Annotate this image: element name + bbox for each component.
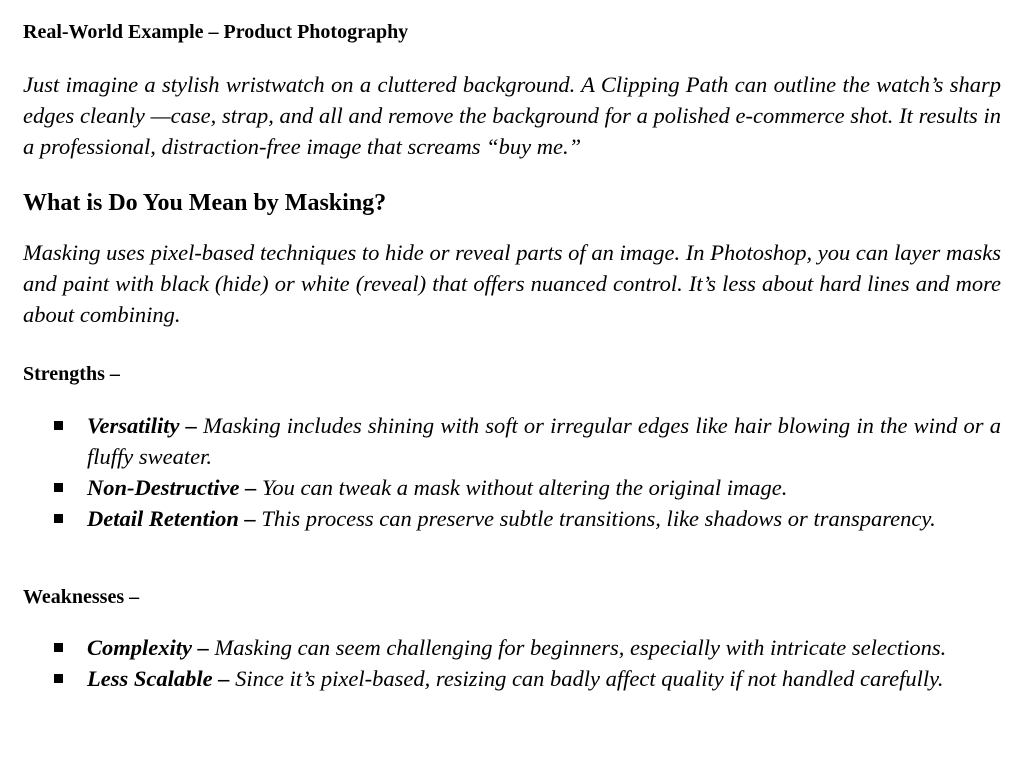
- square-bullet-icon: [54, 514, 63, 523]
- bullet-text: Masking can seem challenging for beginners, especially with intricate selections.: [208, 635, 947, 660]
- bullet-term: Detail Retention –: [87, 506, 256, 531]
- bullet-term: Versatility –: [87, 413, 197, 438]
- weaknesses-heading: Weaknesses –: [23, 586, 140, 608]
- list-item: [54, 503, 1001, 534]
- strengths-heading: Strengths –: [23, 363, 120, 385]
- bullet-term: Less Scalable –: [87, 666, 230, 691]
- square-bullet-icon: [54, 643, 63, 652]
- list-item: [54, 632, 1001, 663]
- list-item: [54, 410, 1001, 472]
- square-bullet-icon: [54, 483, 63, 492]
- strengths-list: [54, 410, 1001, 534]
- section-heading-masking: What is Do You Mean by Masking?: [23, 190, 387, 216]
- bullet-text: You can tweak a mask without altering the original image.: [256, 475, 788, 500]
- bullet-term: Non-Destructive –: [87, 475, 257, 500]
- paragraph-masking: Masking uses pixel-based techniques to hide or reveal parts of an image. In Photoshop, you can layer masks and paint with black (hide) or white (reveal) that offers nuanced control. It’s less about hard lines and more about combining.: [23, 240, 1001, 327]
- weaknesses-list: [54, 632, 1001, 694]
- square-bullet-icon: [54, 674, 63, 683]
- bullet-text: Masking includes shining with soft or irregular edges like hair blowing in the wind or a fluffy sweater.: [87, 413, 1001, 469]
- section-heading-product-photography: Real-World Example – Product Photography: [23, 21, 409, 43]
- bullet-text: Since it’s pixel-based, resizing can badly affect quality if not handled carefully.: [229, 666, 944, 691]
- list-item: [54, 663, 1001, 694]
- list-item: [54, 472, 1001, 503]
- bullet-term: Complexity –: [87, 635, 209, 660]
- paragraph-product-photography: Just imagine a stylish wristwatch on a cluttered background. A Clipping Path can outline the watch’s sharp edges cleanly —case, strap, and all and remove the background for a polished e-commerce shot. It results in a professional, distraction-free image that screams “buy me.”: [23, 72, 1001, 159]
- square-bullet-icon: [54, 421, 63, 430]
- bullet-text: This process can preserve subtle transitions, like shadows or transparency.: [255, 506, 936, 531]
